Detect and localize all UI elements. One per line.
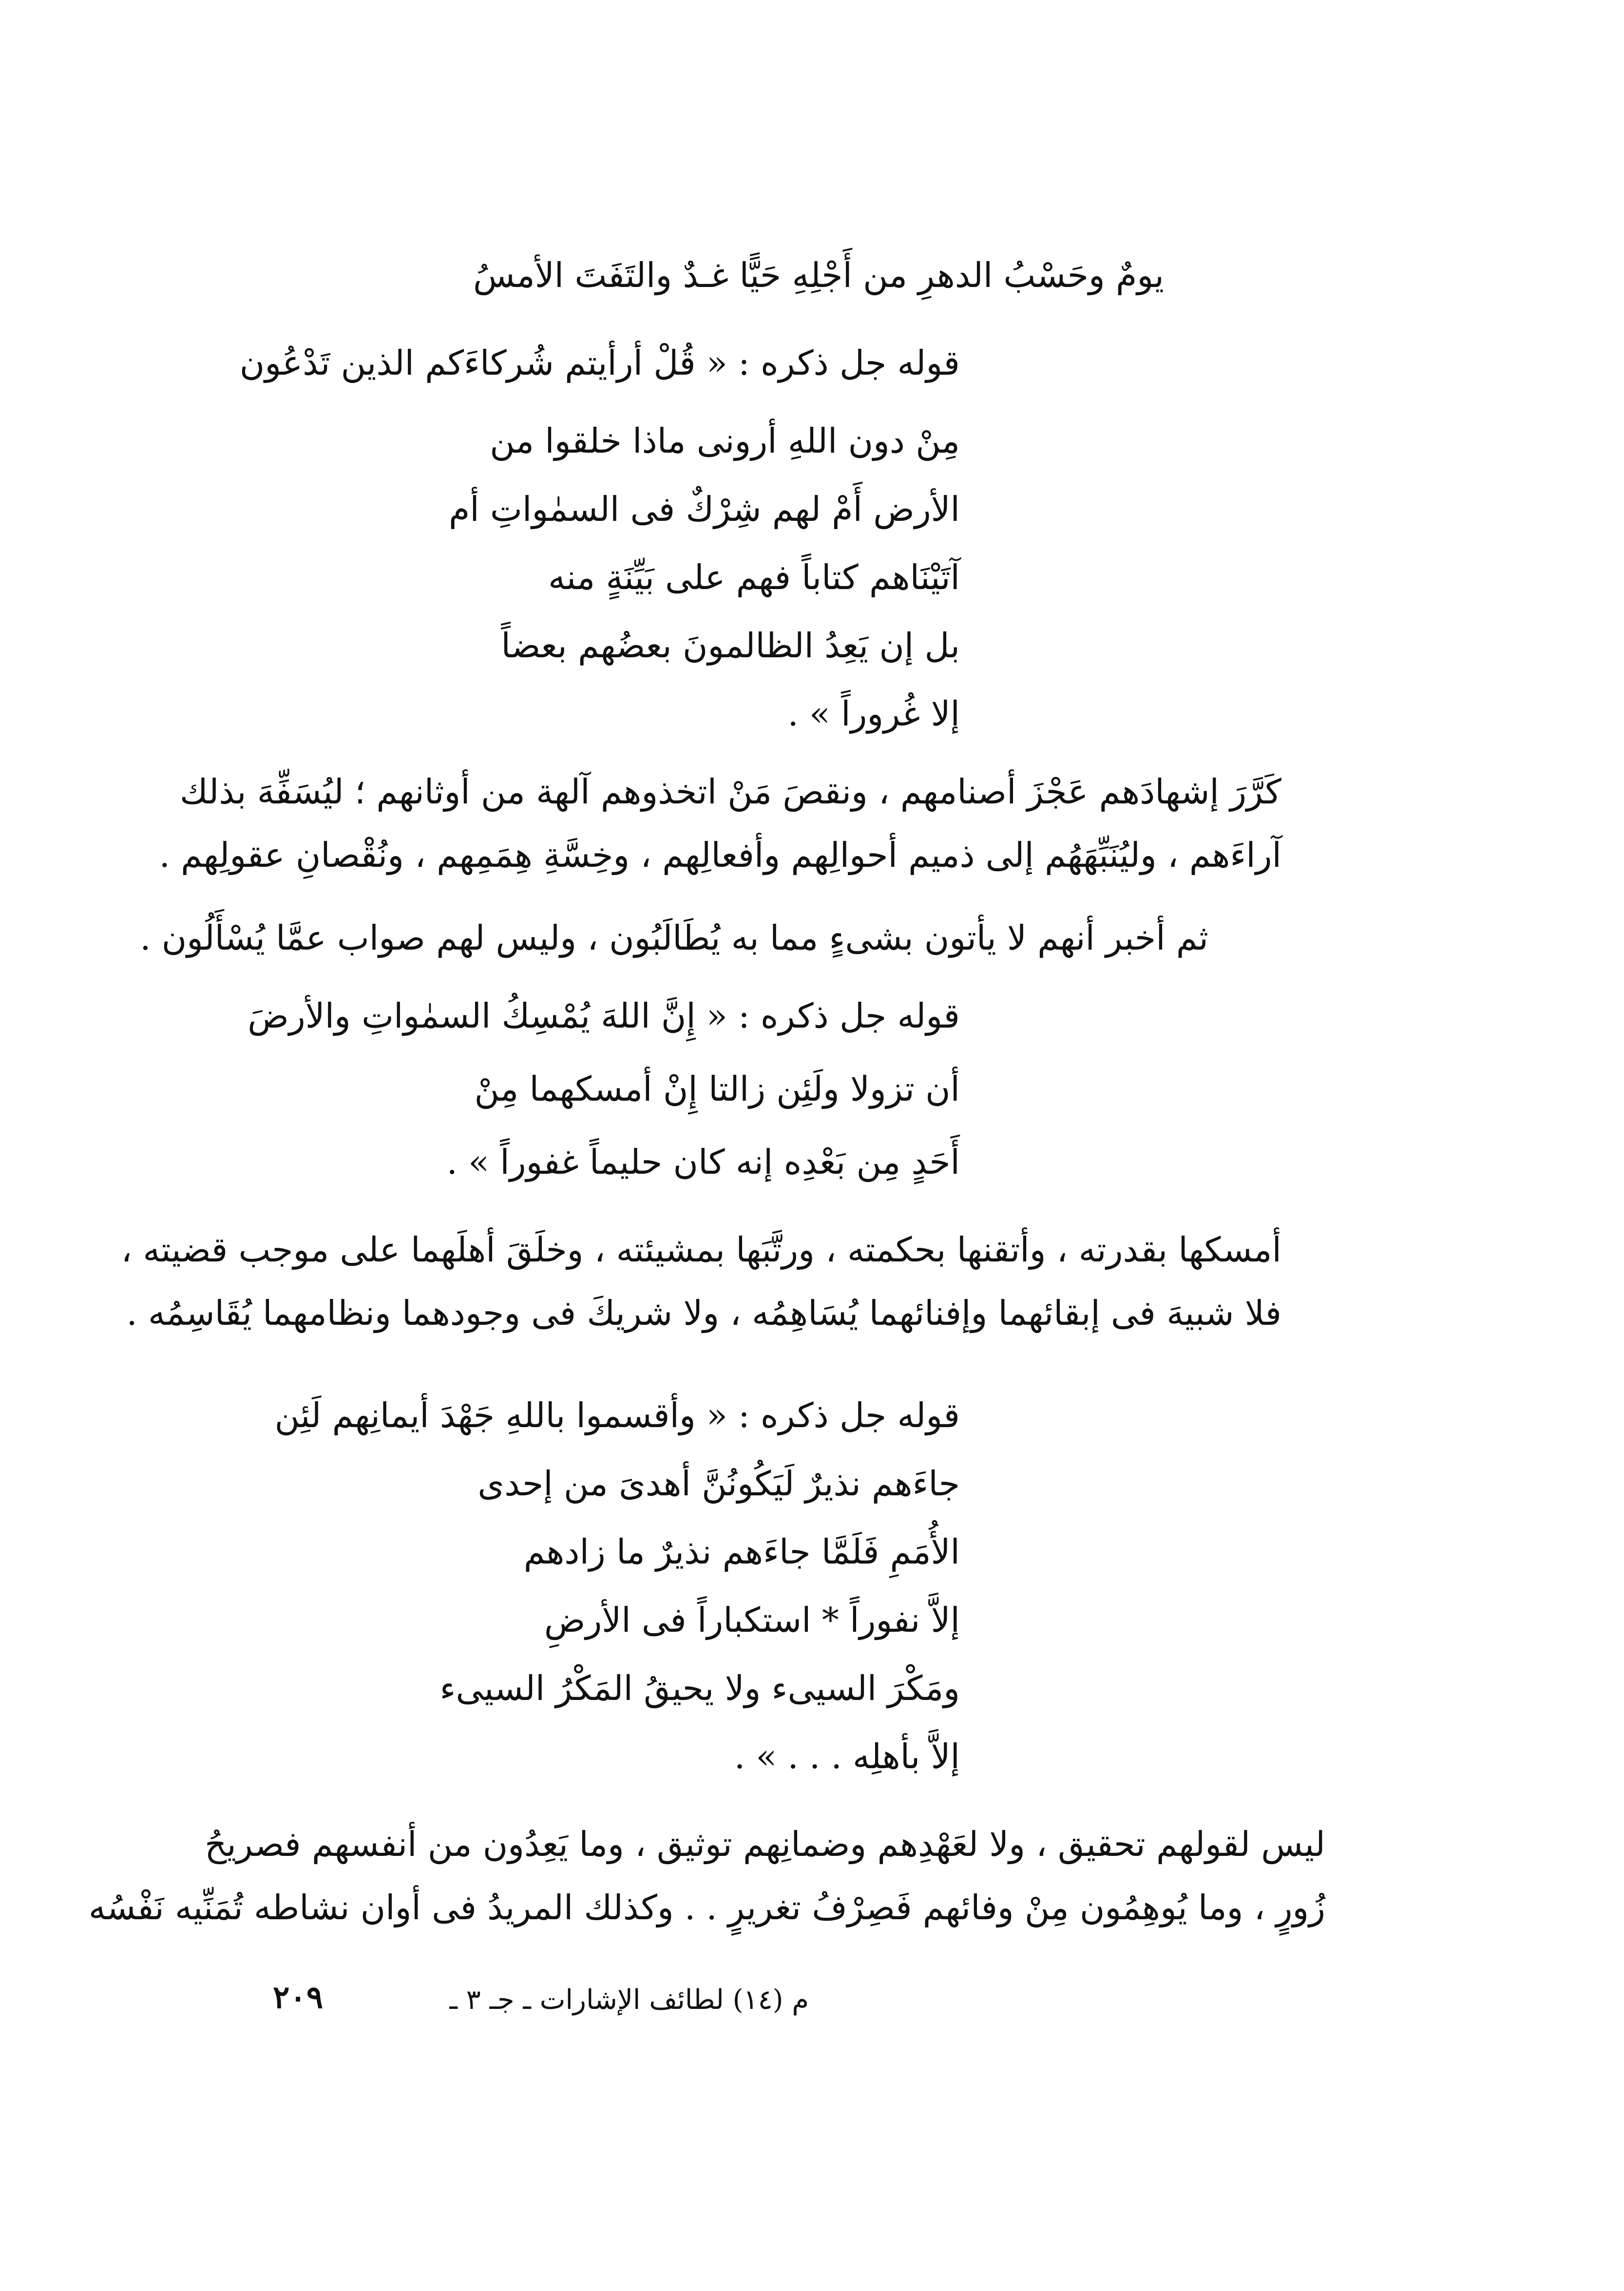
quran-verse-line: إلاَّ بأهلِه . . . » . [734, 1737, 960, 1776]
quran-verse-heading: قوله جل ذكره : « قُلْ أرأيتم شُركاءَكم الذين تَدْعُون [239, 343, 960, 383]
quran-verse-heading: قوله جل ذكره : « وأقسموا باللهِ جَهْدَ أيمانِهم لَئِن [274, 1395, 960, 1435]
quran-verse-line: إلا غُروراً » . [787, 694, 960, 734]
commentary-line: زُورٍ ، وما يُوهِمُون مِنْ وفائهم فَصِرْفُ تغريرٍ . . وكذلك المريدُ فى أوان نشاطه تُمَنِّيه نَفْسُه [88, 1888, 1325, 1928]
quran-verse-line: ومَكْرَ السيىء ولا يحيقُ المَكْرُ السيىء [439, 1668, 960, 1708]
quran-verse-line: آتَيْنَاهم كتاباً فهم على بَيِّنَةٍ منه [548, 557, 960, 597]
quran-verse-line: بل إن يَعِدُ الظالمونَ بعضُهم بعضاً [501, 626, 960, 666]
poetry-verse-line: يومٌ وحَسْبُ الدهرِ من أَجْلِهِ حَيًّا غـدٌ والتَفَتَ الأمسُ [473, 255, 1165, 295]
quran-verse-line: أن تزولا ولَئِن زالتا إِنْ أمسكهما مِنْ [474, 1069, 960, 1109]
quran-verse-line: الأرض أَمْ لهم شِرْكٌ فى السمٰواتِ أم [448, 489, 960, 529]
quran-verse-line: جاءَهم نذيرٌ لَيَكُونُنَّ أهدىَ من إحدى [478, 1464, 960, 1504]
commentary-line: فلا شبيهَ فى إبقائهما وإفنائهما يُسَاهِمُه ، ولا شريكَ فى وجودهما ونظامهما يُقَاسِمُه . [126, 1293, 1281, 1333]
commentary-line: آراءَهم ، وليُنَبِّهَهُم إلى ذميم أحوالِهم وأفعالِهم ، وخِسَّةِ هِمَمِهم ، ونُقْصانِ عقولِهم . [159, 835, 1281, 875]
commentary-line: كَرَّرَ إشهادَهم عَجْزَ أصنامهم ، ونقصَ مَنْ اتخذوهم آلهة من أوثانهم ؛ ليُسَفِّهَ بذلك [179, 772, 1281, 812]
quran-verse-line: الأُمَمِ فَلَمَّا جاءَهم نذيرٌ ما زادهم [523, 1532, 960, 1572]
commentary-line: أمسكها بقدرته ، وأتقنها بحكمته ، ورتَّبَها بمشيئته ، وخلَقَ أهلَهما على موجب قضيته ، [121, 1230, 1281, 1270]
footer-signature: م (١٤) لطائف الإشارات ـ جـ ٣ ـ [449, 1984, 809, 2016]
quran-verse-line: أَحَدٍ مِن بَعْدِه إنه كان حليماً غفوراً » . [446, 1142, 960, 1182]
commentary-line: ليس لقولهم تحقيق ، ولا لعَهْدِهم وضمانِهم توثيق ، وما يَعِدُون من أنفسهم فصريحُ [205, 1824, 1325, 1864]
commentary-line: ثم أخبر أنهم لا يأتون بشىءٍ مما به يُطَالَبُون ، وليس لهم صواب عمَّا يُسْأَلُون . [140, 918, 1208, 958]
quran-verse-heading: قوله جل ذكره : « إِنَّ اللهَ يُمْسِكُ السمٰواتِ والأرضَ [248, 996, 960, 1036]
quran-verse-line: مِنْ دون اللهِ أرونى ماذا خلقوا من [490, 421, 960, 461]
quran-verse-line: إلاَّ نفوراً * استكباراً فى الأرضِ [544, 1600, 960, 1640]
page-number: ٢٠٩ [273, 1979, 324, 2016]
